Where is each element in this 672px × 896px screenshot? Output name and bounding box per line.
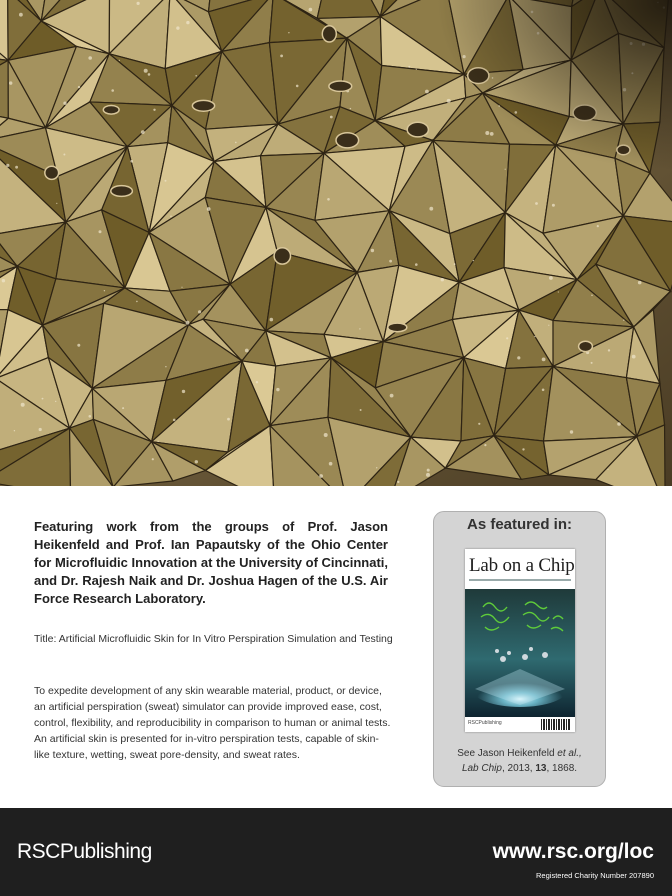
journal-cover[interactable]	[465, 549, 575, 732]
publisher-logo[interactable]: RSCPublishing	[17, 840, 152, 863]
journal-abbrev: Lab Chip	[461, 763, 502, 774]
barcode	[541, 719, 571, 730]
footer-bar	[0, 808, 672, 896]
featured-in-box	[433, 511, 606, 787]
content-area	[0, 486, 672, 808]
volume: 13	[535, 763, 547, 774]
cover-publisher: RSCPublishing	[468, 720, 502, 726]
website-link[interactable]: www.rsc.org/loc	[492, 840, 654, 863]
cover-footer	[465, 717, 575, 732]
article-title: Title: Artificial Microfluidic Skin for In Vitro Perspiration Simulation and Testing	[34, 633, 393, 645]
featured-heading: As featured in:	[466, 516, 572, 533]
journal-title: Lab on a Chip	[469, 555, 575, 576]
charity-number: Registered Charity Number 207890	[536, 871, 654, 880]
featuring-paragraph: Featuring work from the groups of Prof. Jason Heikenfeld and Prof. Ian Papautsky of the Ohio Center for Microfluidic Innovation at the University of Cincinnati, and Dr. Rajesh Naik and Dr. Joshua Hagen of the U.S. Air Force Research Laboratory.	[34, 519, 388, 606]
cover-artwork	[465, 589, 575, 717]
article-reference: See Jason Heikenfeld et al., Lab Chip, 2013, 13, 1868.	[457, 748, 582, 774]
abstract-paragraph: To expedite development of any skin wearable material, product, or device, an artificial perspiration (sweat) simulator can provide improved ease, cost, control, flexibility, and reproducibility in comparison to human or animal tests. An artificial skin is presented for in-vitro perspiration tests, capable of skin-like texture, wetting, sweat pore-density, and sweat rates.	[34, 685, 391, 761]
cover-subtitle-rule	[469, 579, 571, 581]
